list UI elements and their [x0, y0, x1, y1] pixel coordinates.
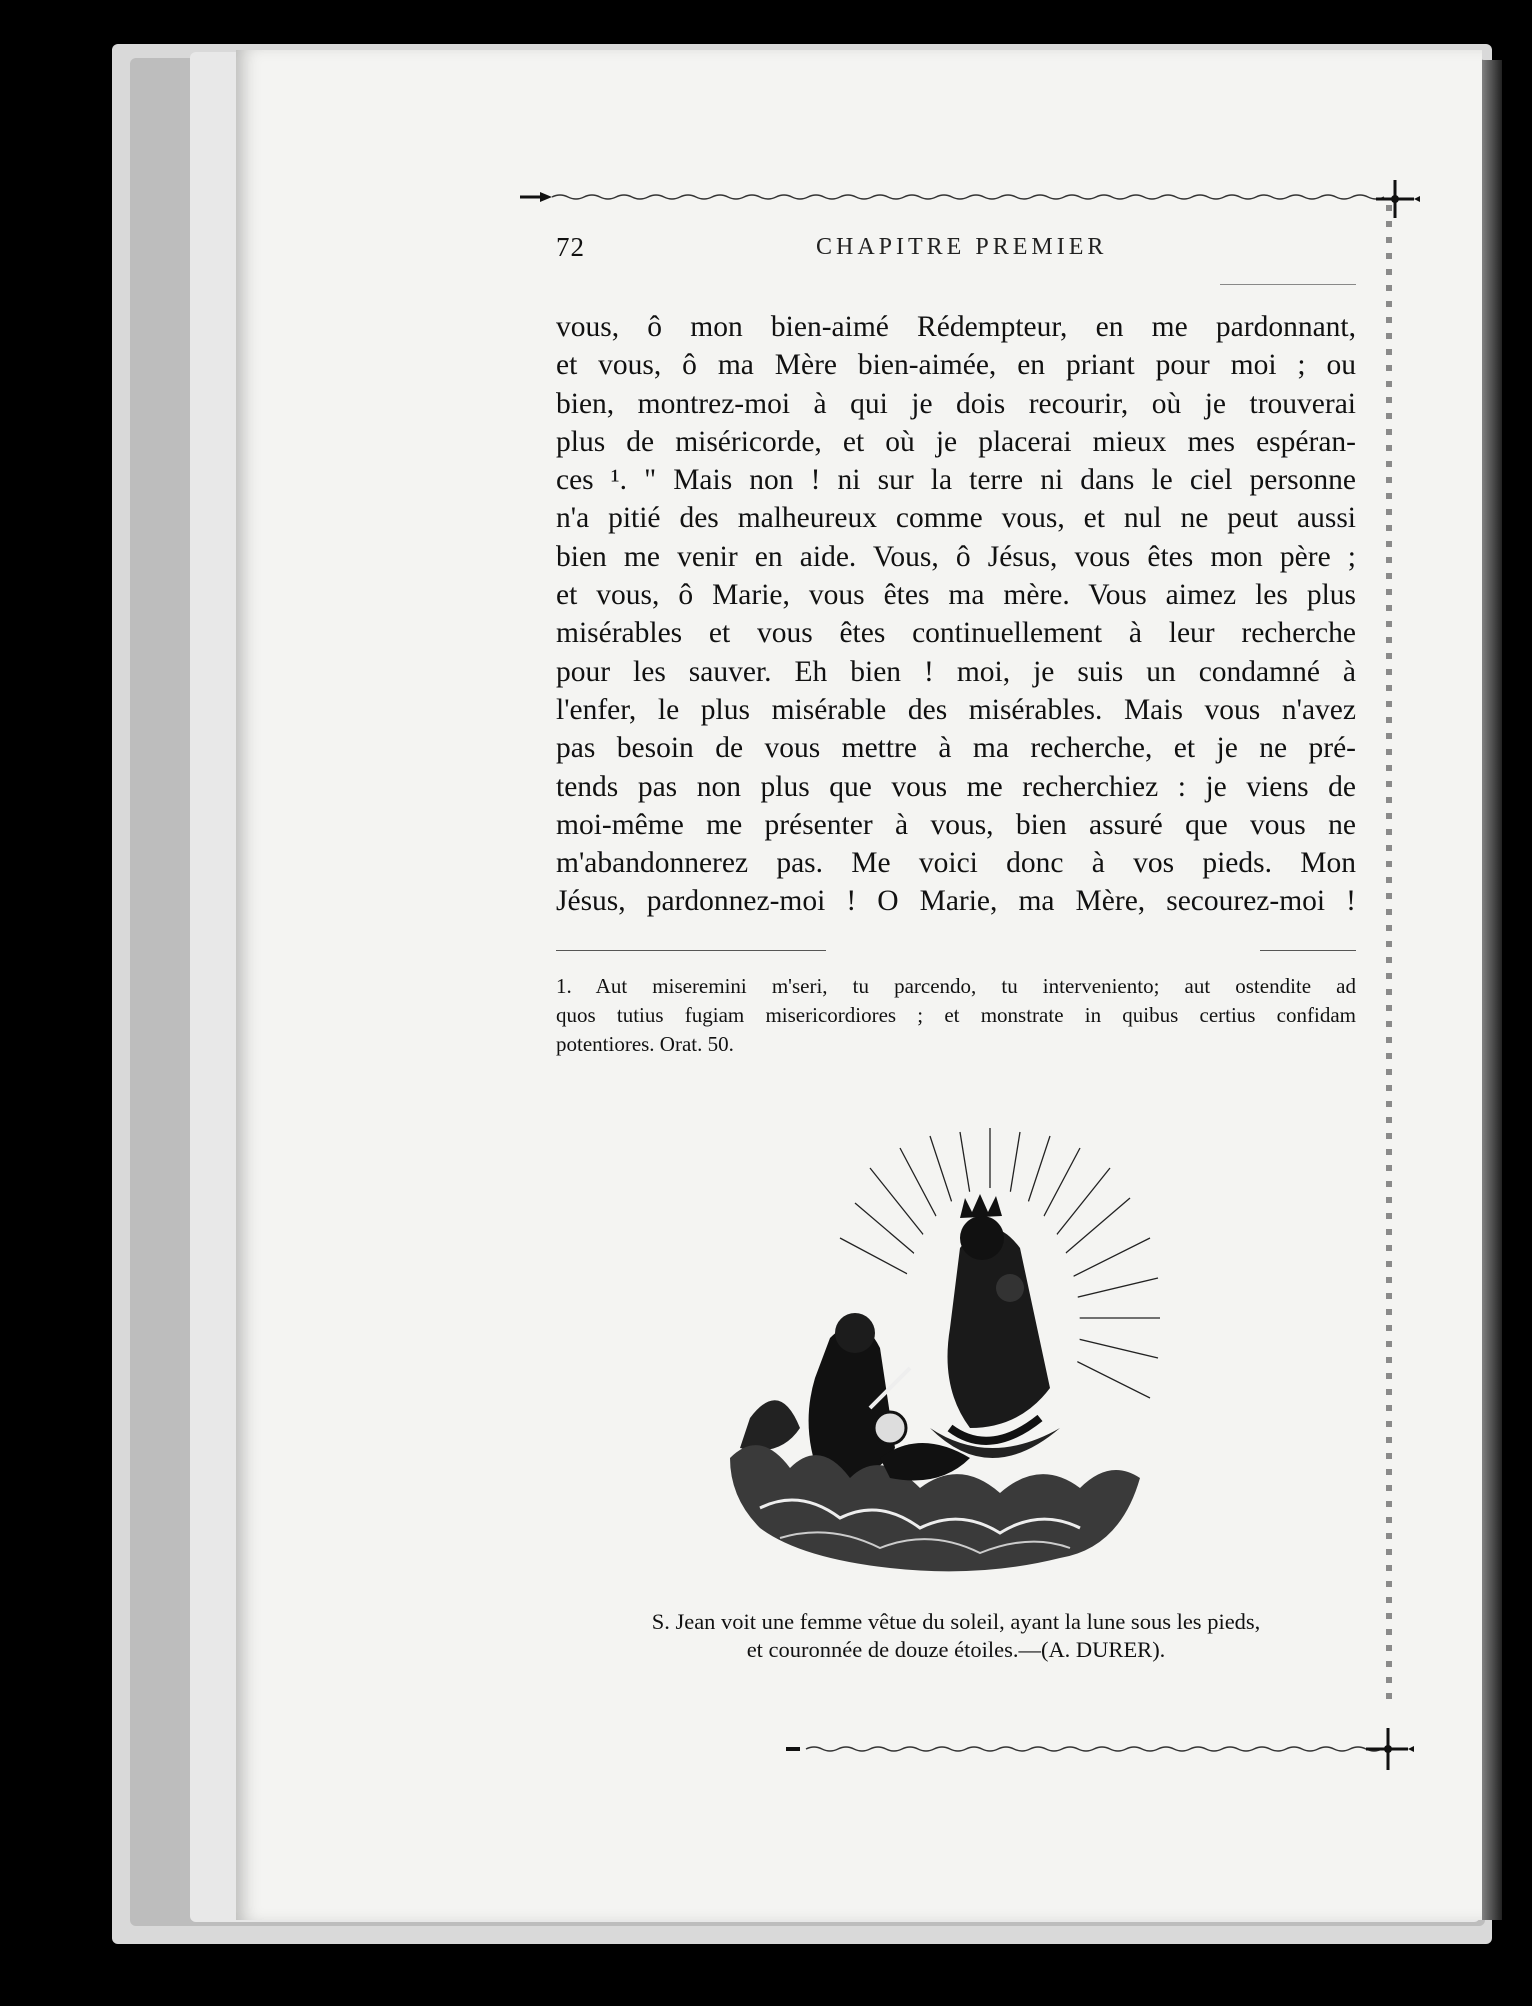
footnote-line: quos tutius fugiam misericordiores ; et monstrate in quibus certius confidam — [556, 1003, 1356, 1027]
page-header — [556, 232, 1356, 268]
caption-line-2: et couronnée de douze étoiles.—(A. DURER). — [746, 1637, 1166, 1662]
body-line: pour les sauver. Eh bien ! moi, je suis un condamné à — [556, 655, 1356, 688]
bottom-corner-ornament-icon — [1362, 1726, 1414, 1772]
book-right-edge — [1480, 60, 1502, 1920]
body-line: n'a pitié des malheureux comme vous, et nul ne peut aussi — [556, 502, 1356, 535]
body-line: vous, ô mon bien-aimé Rédempteur, en me pardonnant, — [556, 311, 1356, 343]
body-line: bien me venir en aide. Vous, ô Jésus, vous êtes mon père ; — [556, 540, 1356, 573]
engraving-woman-clothed-with-sun-icon — [720, 1128, 1160, 1578]
body-line: misérables et vous êtes continuellement à leur recherche — [556, 617, 1356, 650]
body-line: moi-même me présenter à vous, bien assuré que vous ne — [556, 808, 1356, 841]
running-head: CHAPITRE PREMIER — [816, 234, 1108, 260]
top-ornament-rule — [520, 190, 1400, 204]
top-corner-ornament-icon — [1370, 178, 1420, 220]
page-number: 72 — [556, 232, 585, 262]
footnote-rule-right — [1260, 950, 1356, 951]
illustration-caption — [556, 1608, 1356, 1664]
body-line: et vous, ô Marie, vous êtes ma mère. Vous aimez les plus — [556, 579, 1356, 612]
body-line: plus de miséricorde, et où je placerai mieux mes espéran- — [556, 425, 1356, 458]
body-line: pas besoin de vous mettre à ma recherche, et je ne pré- — [556, 732, 1356, 765]
body-line: ces ¹. " Mais non ! ni sur la terre ni dans le ciel personne — [556, 464, 1356, 497]
right-margin-ornament — [1386, 205, 1392, 1705]
footnote — [556, 972, 1356, 1059]
caption-line-1: S. Jean voit une femme vêtue du soleil, ayant la lune sous les pieds, — [651, 1609, 1261, 1634]
header-rule — [1220, 284, 1356, 285]
footnote-line: 1. Aut miseremini m'seri, tu parcendo, tu interveniento; aut ostendite ad — [556, 974, 1356, 998]
body-line: tends pas non plus que vous me recherchiez : je viens de — [556, 770, 1356, 803]
body-line: l'enfer, le plus misérable des misérables. Mais vous n'avez — [556, 693, 1356, 726]
body-line: bien, montrez-moi à qui je dois recourir, où je trouverai — [556, 387, 1356, 420]
body-line: et vous, ô ma Mère bien-aimée, en priant pour moi ; ou — [556, 349, 1356, 382]
footnote-rule — [556, 950, 826, 951]
body-line: Jésus, pardonnez-moi ! O Marie, ma Mère, secourez-moi ! — [556, 885, 1356, 918]
bottom-ornament-rule — [786, 1742, 1386, 1756]
body-text — [556, 308, 1356, 921]
body-line: m'abandonnerez pas. Me voici donc à vos pieds. Mon — [556, 847, 1356, 880]
footnote-line: potentiores. Orat. 50. — [556, 1032, 734, 1056]
